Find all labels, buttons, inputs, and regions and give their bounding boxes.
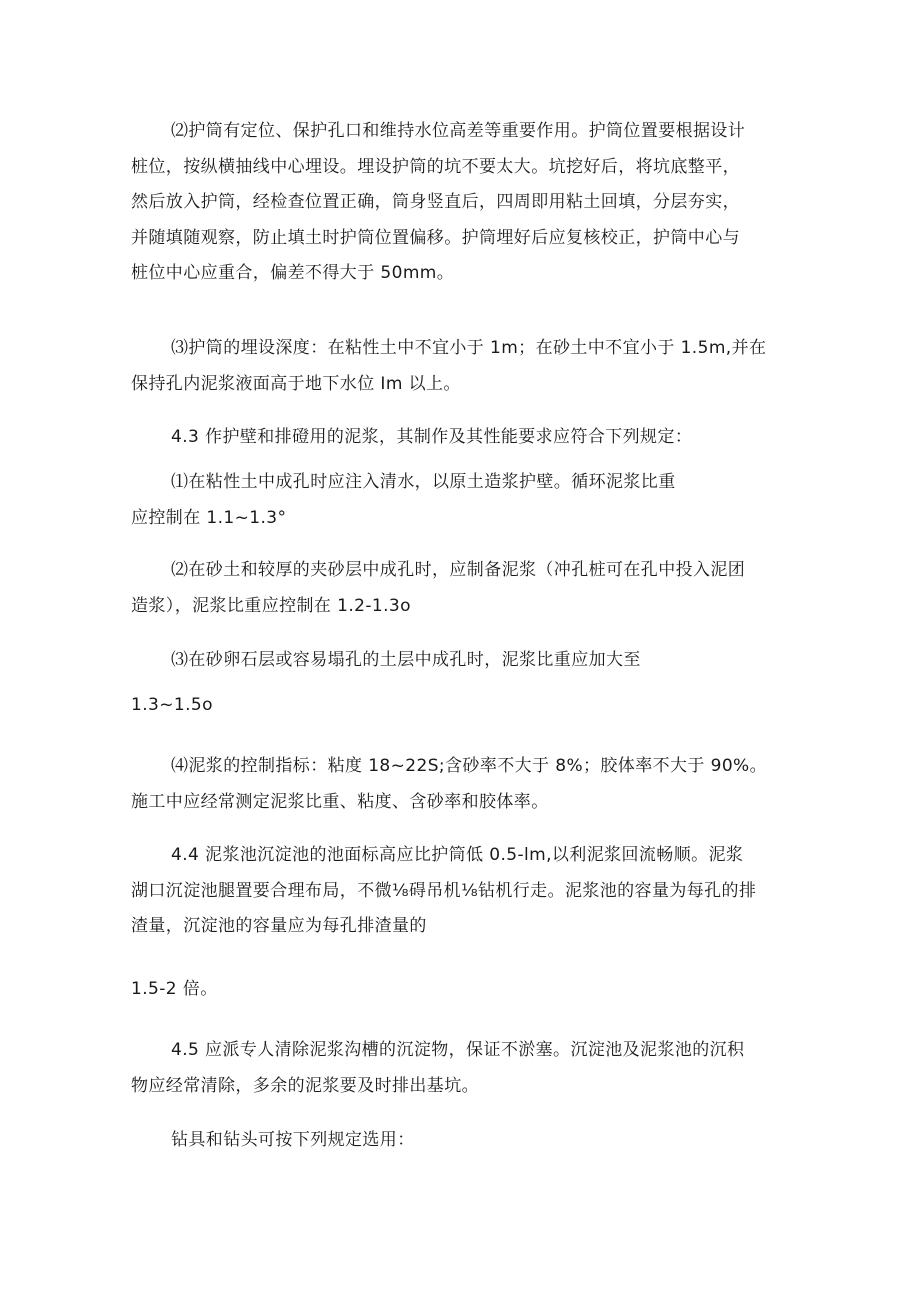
paragraph-gravel-layer	[131, 643, 797, 679]
section-heading-4-4	[131, 838, 797, 945]
paragraph-mud-indicators	[131, 749, 797, 820]
section-heading-4-5	[131, 1033, 797, 1104]
text-line: 渣量，沉淀池的容量应为每孔排渣量的	[131, 916, 427, 936]
text-line: 造浆），泥浆比重应控制在 1.2-1.3o	[131, 595, 411, 616]
text-line: 并随填随观察，防止填土时护筒位置偏移。护筒埋好后应复核校正，护筒中心与	[131, 227, 740, 248]
paragraph-drill-tools	[131, 1123, 797, 1159]
text-line: 施工中应经常测定泥浆比重、粘度、含砂率和胶体率。	[131, 791, 549, 812]
paragraph-casing-function	[131, 114, 797, 292]
text-line: 1.3~1.5o	[131, 695, 213, 715]
text-line: 物应经常清除，多余的泥浆要及时排出基坑。	[131, 1075, 479, 1096]
text-line: 1.5-2 倍。	[131, 979, 218, 999]
text-line: ⑵在砂土和较厚的夹砂层中成孔时，应制备泥浆（冲孔桩可在孔中投入泥团	[171, 560, 746, 580]
text-line: 4.4 泥浆池沉淀池的池面标高应比护筒低 0.5-lm,以利泥浆回流畅顺。泥浆	[171, 845, 744, 865]
paragraph-clay-hole	[131, 465, 797, 536]
paragraph-sand-layer	[131, 553, 797, 624]
section-heading-4-3	[131, 420, 797, 456]
paragraph-gravel-value	[131, 688, 797, 724]
text-line: 湖口沉淀池腿置要合理布局，不微⅛碍吊机⅛钻机行走。泥浆池的容量为每孔的排	[131, 880, 757, 901]
text-line: ⑷泥浆的控制指标：粘度 18~22S;含砂率不大于 8%；胶体率不大于 90%。	[171, 756, 767, 776]
text-line: 4.3 作护壁和排磴用的泥浆，其制作及其性能要求应符合下列规定：	[171, 427, 693, 447]
paragraph-multiplier	[131, 972, 797, 1008]
text-line: 应控制在 1.1~1.3°	[131, 507, 287, 528]
text-line: 然后放入护筒，经检查位置正确，筒身竖直后，四周即用粘土回填，分层夯实，	[131, 192, 740, 212]
text-line: 桩位，按纵横抽线中心埋设。埋设护筒的坑不要太大。坑挖好后，将坑底整平，	[131, 156, 740, 177]
text-line: 4.5 应派专人清除泥浆沟槽的沉淀物，保证不淤塞。沉淀池及泥浆池的沉积	[171, 1040, 745, 1060]
text-line: 钻具和钻头可按下列规定选用：	[171, 1130, 415, 1150]
text-line: 保持孔内泥浆液面高于地下水位 Im 以上。	[131, 373, 461, 394]
text-line: ⑵护筒有定位、保护孔口和维持水位高差等重要作用。护筒位置要根据设计	[171, 121, 746, 141]
text-line: ⑶在砂卵石层或容易塌孔的土层中成孔时，泥浆比重应加大至	[171, 650, 641, 670]
text-line: ⑴在粘性土中成孔时应注入清水，以原土造浆护壁。循环泥浆比重	[171, 472, 676, 492]
paragraph-casing-depth	[131, 331, 797, 402]
text-line: 桩位中心应重合，偏差不得大于 50mm。	[131, 263, 455, 283]
text-line: ⑶护筒的埋设深度：在粘性土中不宜小于 1m；在砂土中不宜小于 1.5m,并在	[171, 338, 767, 358]
